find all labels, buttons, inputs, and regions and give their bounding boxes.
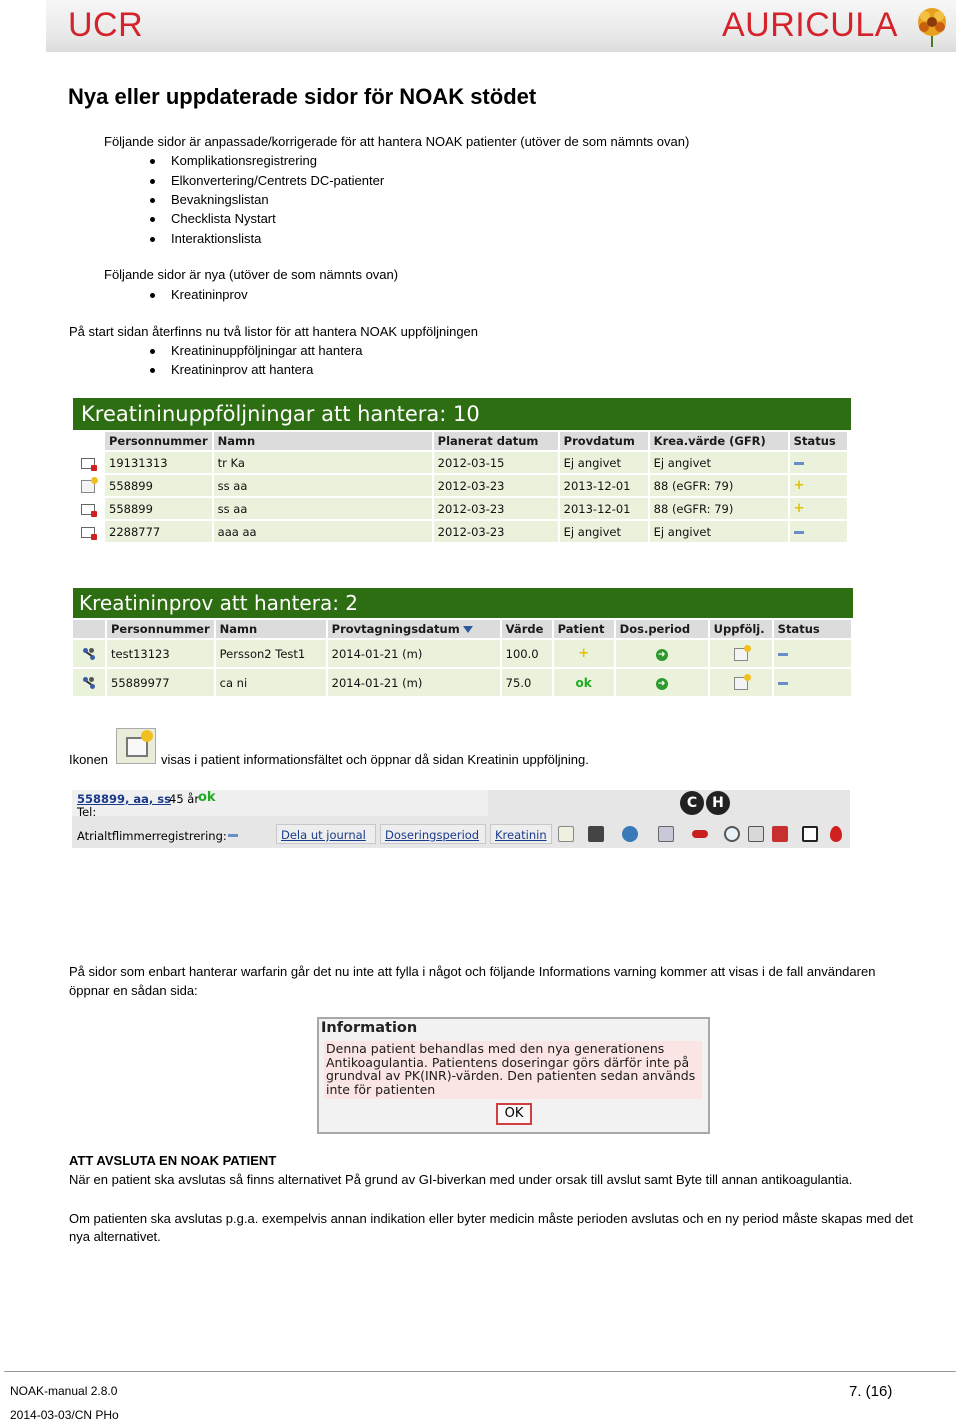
cell-personnummer: 558899	[105, 475, 212, 496]
ok-button[interactable]: OK	[496, 1103, 532, 1125]
envelope-icon[interactable]	[81, 504, 95, 515]
ok-badge: ok	[575, 675, 592, 690]
column-header[interactable]: Dos.period	[616, 620, 708, 638]
cell-provtagningsdatum: 2014-01-21 (m)	[328, 669, 500, 696]
patient-age: 45 år	[169, 792, 200, 806]
ikonen-label: Ikonen	[69, 752, 109, 767]
icon-column-header	[73, 432, 103, 450]
minus-icon	[794, 462, 804, 465]
cell-planerat: 2012-03-23	[434, 498, 558, 519]
page-number: 7. (16)	[849, 1383, 893, 1400]
cell-planerat: 2012-03-23	[434, 521, 558, 542]
list-item: Bevakningslistan	[171, 192, 269, 207]
list-item: Kreatininprov att hantera	[171, 362, 314, 377]
panel-title: Kreatininprov att hantera: 2	[73, 588, 853, 618]
calendar-icon[interactable]	[734, 648, 748, 661]
cell-personnummer: test13123	[107, 640, 214, 667]
pal-icon[interactable]	[772, 826, 788, 842]
cell-planerat: 2012-03-23	[434, 475, 558, 496]
column-header[interactable]: Provdatum	[560, 432, 648, 450]
cell-provdatum: 2013-12-01	[560, 498, 648, 519]
cell-personnummer: 558899	[105, 498, 212, 519]
arrow-right-icon[interactable]: ➜	[656, 678, 668, 690]
cell-krea: Ej angivet	[650, 452, 788, 473]
cell-provdatum: 2013-12-01	[560, 475, 648, 496]
section-heading: ATT AVSLUTA EN NOAK PATIENT	[69, 1153, 277, 1168]
minus-icon	[228, 834, 238, 837]
h-badge-icon[interactable]: H	[706, 791, 730, 815]
section3-intro: På start sidan återfinns nu två listor för att hantera NOAK uppföljningen	[69, 324, 479, 339]
calendar-icon[interactable]	[81, 480, 95, 493]
bullet	[150, 368, 155, 373]
table-row[interactable]	[73, 452, 847, 473]
checkbox-icon[interactable]	[802, 826, 818, 842]
bullet	[150, 198, 155, 203]
patient-tel: Tel:	[77, 805, 97, 819]
molecule-icon[interactable]	[82, 647, 96, 661]
magnifier-icon[interactable]	[724, 826, 740, 842]
minus-icon	[794, 531, 804, 534]
c-badge-icon[interactable]: C	[680, 791, 704, 815]
list-item: Komplikationsregistrering	[171, 153, 317, 168]
footer-version: NOAK-manual 2.8.0	[10, 1384, 118, 1398]
kreatinin-button[interactable]: Kreatinin	[490, 824, 552, 844]
cell-krea: 88 (eGFR: 79)	[650, 475, 788, 496]
followups-table	[73, 430, 849, 544]
pill-icon[interactable]	[692, 830, 708, 838]
doseringsperiod-button[interactable]: Doseringsperiod	[380, 824, 486, 844]
icon-column-header	[73, 620, 105, 638]
column-header-sorted[interactable]	[328, 620, 500, 638]
column-header[interactable]: Namn	[216, 620, 326, 638]
cell-namn: aaa aa	[214, 521, 432, 542]
dispense-icon[interactable]	[588, 826, 604, 842]
bullet	[150, 217, 155, 222]
kreatinin-followup-icon	[116, 728, 156, 764]
cell-namn: Persson2 Test1	[216, 640, 326, 667]
cell-personnummer: 2288777	[105, 521, 212, 542]
cell-planerat: 2012-03-15	[434, 452, 558, 473]
bullet	[150, 349, 155, 354]
kreatinin-followup-icon[interactable]	[558, 826, 574, 842]
column-header[interactable]: Status	[790, 432, 847, 450]
cell-provdatum: Ej angivet	[560, 452, 648, 473]
table-row[interactable]	[73, 498, 847, 519]
list-item: Interaktionslista	[171, 231, 262, 246]
dialog-message: Denna patient behandlas med den nya generationens Antikoagulantia. Patientens doseringar görs därför inte på grundval av PK(INR)-värden. Den patienten sedan används inte för patienten	[324, 1041, 702, 1099]
ikonen-description: visas i patient informationsfältet och öppnar då sidan Kreatinin uppföljning.	[161, 752, 589, 767]
warning-paragraph: På sidor som enbart hanterar warfarin går det nu inte att fylla i något och följande Informations varning kommer att visas i de fall användaren öppnar en sådan sida:	[69, 964, 876, 998]
column-header[interactable]: Planerat datum	[434, 432, 558, 450]
ok-badge: ok	[198, 790, 216, 805]
cell-krea: Ej angivet	[650, 521, 788, 542]
samples-table	[73, 618, 853, 698]
kreatinin-followups-panel	[73, 398, 851, 550]
envelope-icon[interactable]	[81, 458, 95, 469]
sort-down-icon	[463, 626, 473, 633]
bullet	[150, 179, 155, 184]
table-row[interactable]	[73, 521, 847, 542]
table-row[interactable]	[73, 475, 847, 496]
registration-label: Atrialtflimmerregistrering:	[77, 829, 227, 843]
column-header[interactable]: Patient	[554, 620, 614, 638]
information-dialog	[317, 1017, 710, 1134]
table-row[interactable]	[73, 669, 851, 696]
cell-namn: ss aa	[214, 475, 432, 496]
footer-date: 2014-03-03/CN PHo	[10, 1408, 119, 1422]
column-header[interactable]: Värde	[502, 620, 552, 638]
paragraph: När en patient ska avslutas så finns alternativet På grund av GI-biverkan med under orsak till avslut samt Byte till annan antikoagulantia.	[69, 1172, 853, 1187]
envelope-icon[interactable]	[81, 527, 95, 538]
page-title: Nya eller uppdaterade sidor för NOAK stödet	[68, 84, 537, 109]
panel-title: Kreatininuppföljningar att hantera: 10	[73, 398, 851, 430]
cell-provtagningsdatum: 2014-01-21 (m)	[328, 640, 500, 667]
column-header-label: Provtagningsdatum	[331, 622, 460, 636]
column-header[interactable]: Status	[774, 620, 851, 638]
plus-icon: +	[578, 646, 590, 661]
bullet	[150, 159, 155, 164]
cell-namn: ss aa	[214, 498, 432, 519]
blood-drop-icon[interactable]	[830, 826, 842, 842]
footer-divider	[4, 1371, 956, 1372]
column-header[interactable]: Uppfölj.	[710, 620, 772, 638]
molecule-icon[interactable]	[82, 676, 96, 690]
flower-logo-icon	[912, 4, 952, 48]
patient-info-bar	[72, 790, 850, 848]
list-item: Kreatininprov	[171, 287, 248, 302]
cell-namn: tr Ka	[214, 452, 432, 473]
section2-intro: Följande sidor är nya (utöver de som nämnts ovan)	[104, 267, 399, 282]
arrow-right-icon[interactable]: ➜	[656, 649, 668, 661]
checklist-red-icon[interactable]	[748, 826, 764, 842]
minus-icon	[778, 653, 788, 656]
dialog-title: Information	[321, 1020, 418, 1036]
cell-provdatum: Ej angivet	[560, 521, 648, 542]
column-header[interactable]: Krea.värde (GFR)	[650, 432, 788, 450]
column-header[interactable]: Personnummer	[107, 620, 214, 638]
cell-krea: 88 (eGFR: 79)	[650, 498, 788, 519]
kreatinin-samples-panel	[73, 588, 853, 700]
cell-namn: ca ni	[216, 669, 326, 696]
header-right-title: AURICULA	[722, 6, 898, 44]
column-header[interactable]: Namn	[214, 432, 432, 450]
list-item: Kreatininuppföljningar att hantera	[171, 343, 363, 358]
bullet	[150, 237, 155, 242]
plus-icon: +	[793, 478, 805, 493]
minus-icon	[778, 682, 788, 685]
mail-icon[interactable]	[658, 826, 674, 842]
calendar-icon[interactable]	[734, 677, 748, 690]
plus-icon: +	[793, 501, 805, 516]
patient-name-link[interactable]: 558899, aa, ss	[77, 792, 171, 806]
list-item: Elkonvertering/Centrets DC-patienter	[171, 173, 385, 188]
globe-icon[interactable]	[622, 826, 638, 842]
section1-intro: Följande sidor är anpassade/korrigerade för att hantera NOAK patienter (utöver de som nämnts ovan)	[104, 134, 690, 149]
cell-personnummer: 55889977	[107, 669, 214, 696]
table-row[interactable]	[73, 640, 851, 667]
cell-personnummer: 19131313	[105, 452, 212, 473]
cell-varde: 75.0	[502, 669, 552, 696]
header-left-title: UCR	[68, 6, 144, 44]
bullet	[150, 293, 155, 298]
list-item: Checklista Nystart	[171, 211, 276, 226]
dela-ut-journal-button[interactable]: Dela ut journal	[276, 824, 376, 844]
column-header[interactable]: Personnummer	[105, 432, 212, 450]
cell-varde: 100.0	[502, 640, 552, 667]
paragraph: Om patienten ska avslutas p.g.a. exempelvis annan indikation eller byter medicin måste perioden avslutas och en ny period måste skapas med det nya alternativet.	[69, 1211, 914, 1244]
